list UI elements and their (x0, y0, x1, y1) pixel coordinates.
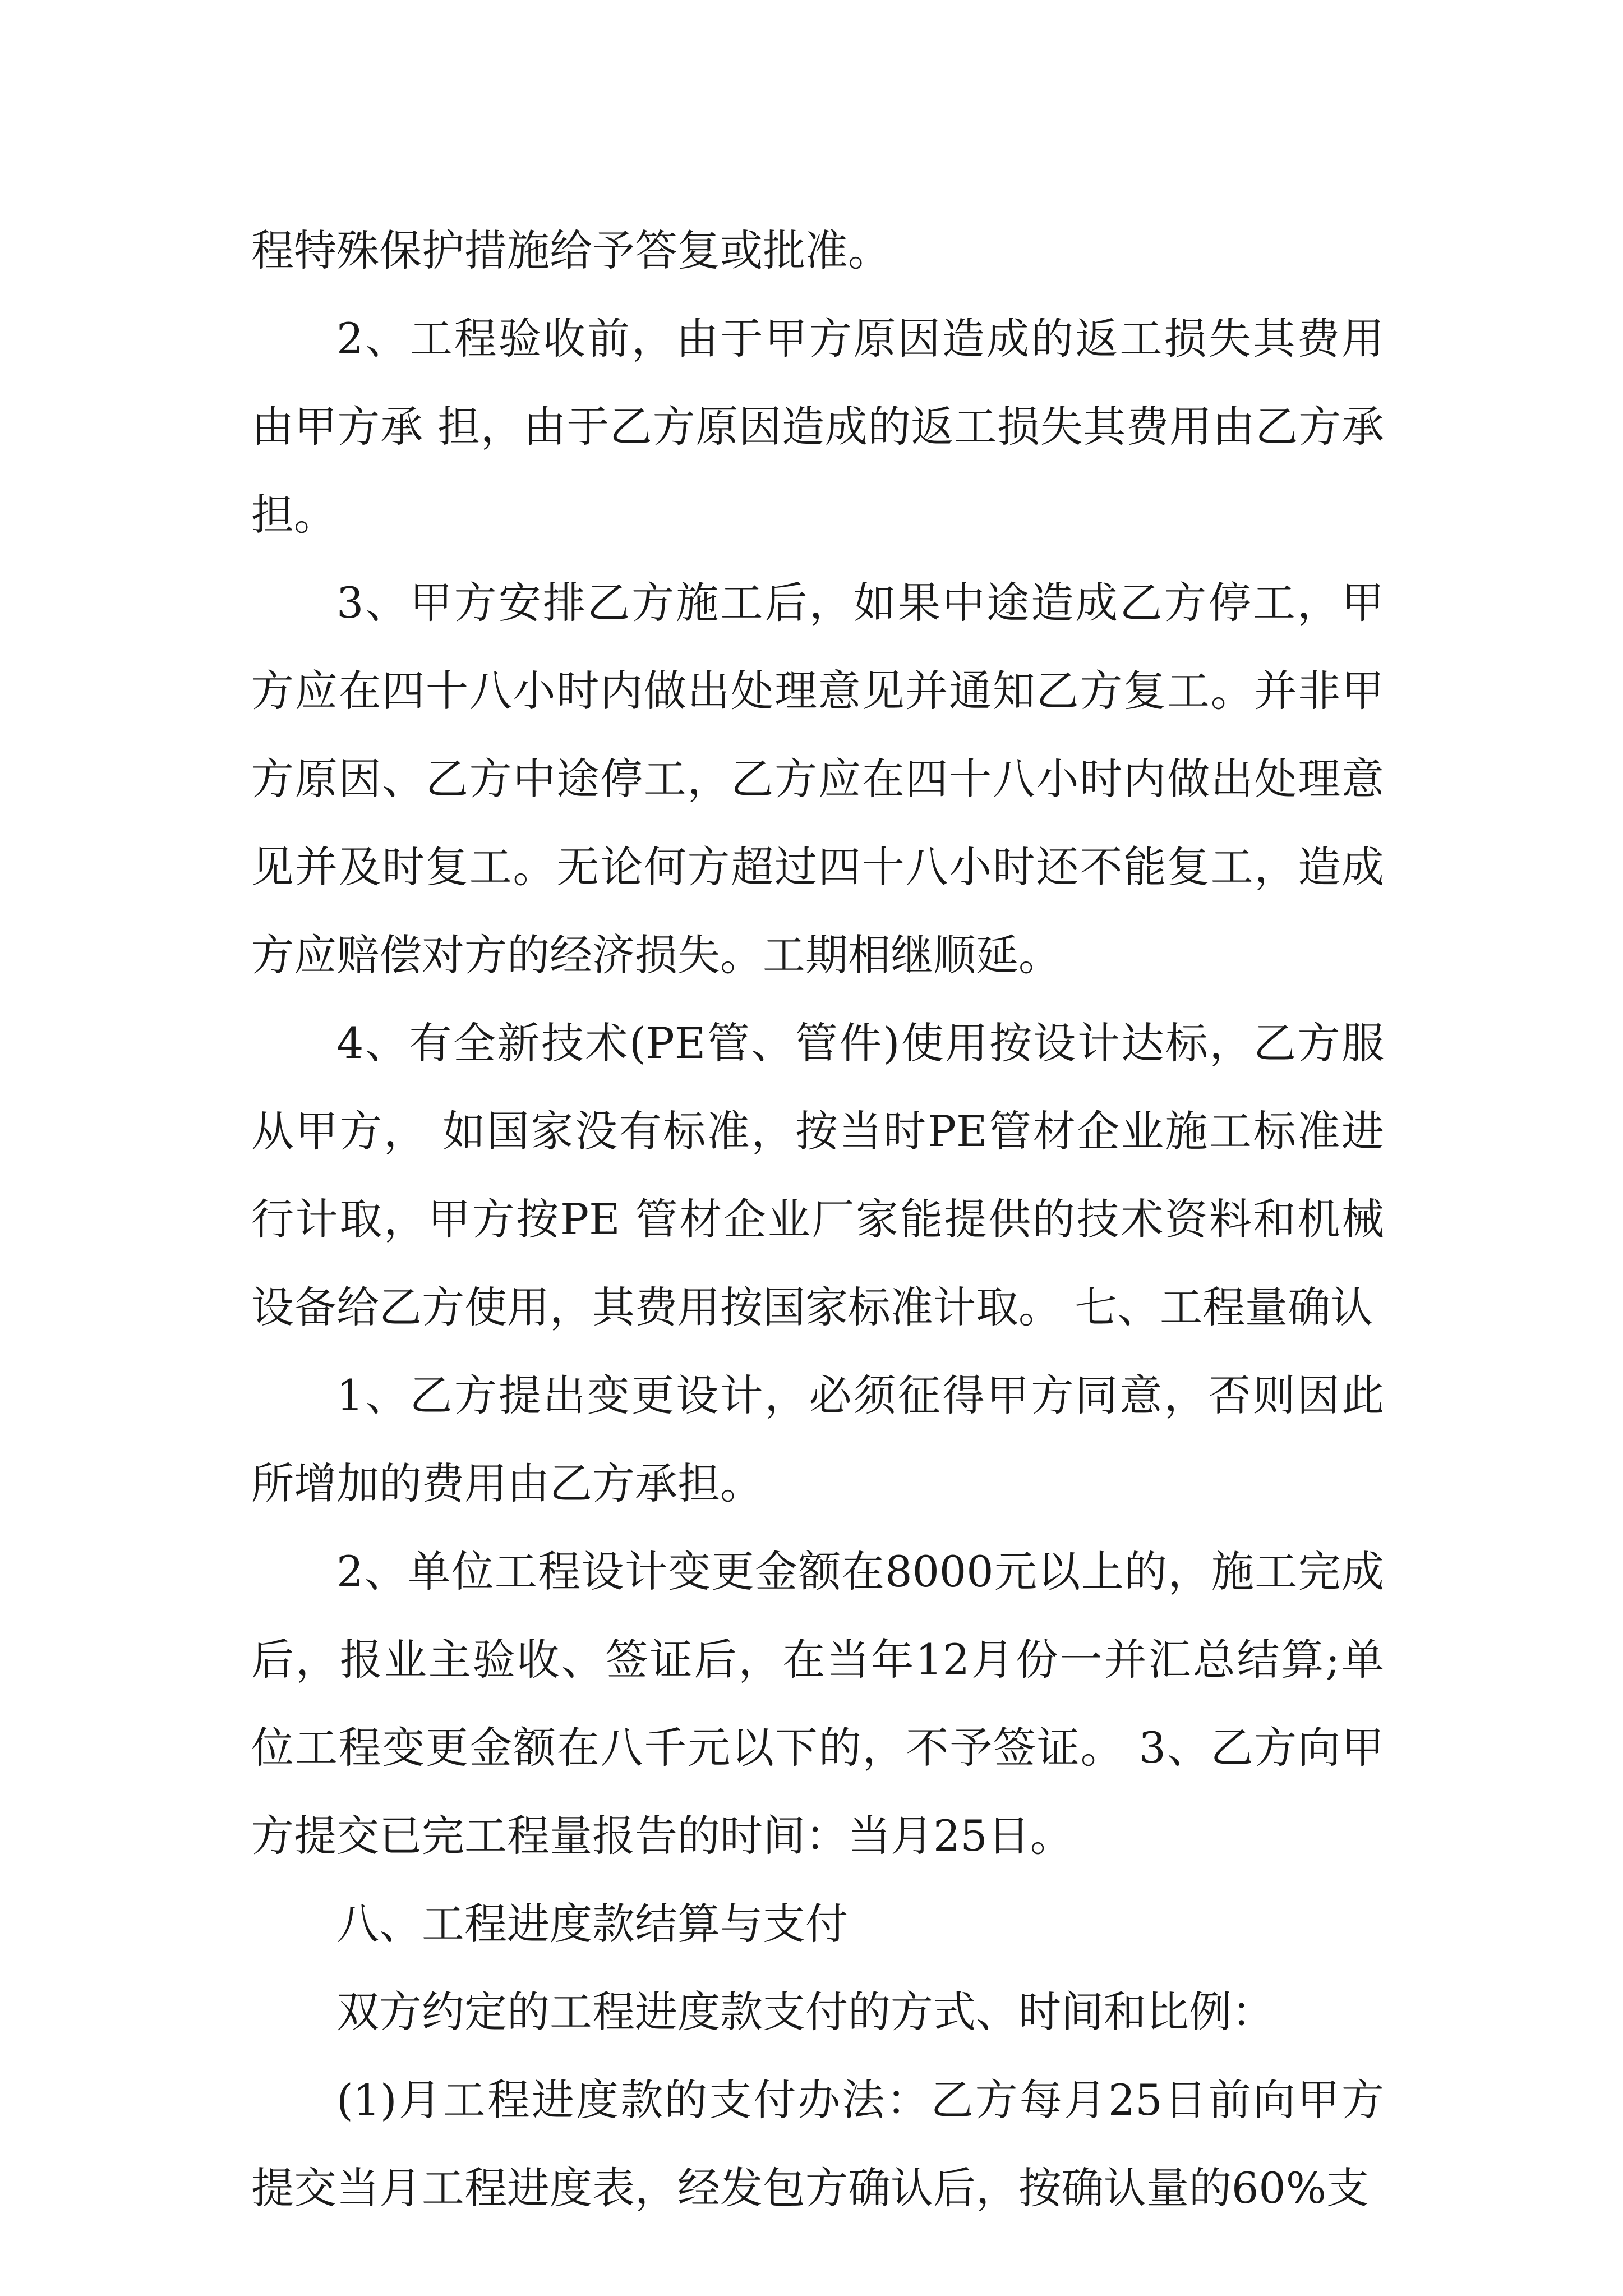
document-page (251, 206, 1384, 2232)
paragraph-3: 3、甲方安排乙方施工后，如果中途造成乙方停工，甲方应在四十八小时内做出处理意见并通知乙方复工。并非甲方原因、乙方中途停工，乙方应在四十八小时内做出处理意见并及时复工。无论何方超过四十八小时还不能复工，造成方应赔偿对方的经济损失。工期相继顺延。 (251, 578, 1384, 980)
section-heading-8: 八、工程进度款结算与支付 (336, 1899, 848, 1949)
paragraph-6: 2、单位工程设计变更金额在8000元以上的，施工完成后，报业主验收、签证后，在当年12月份一并汇总结算;单位工程变更金额在八千元以下的，不予签证。 3、乙方向甲方提交已完工程量报告的时间：当月25日。 (251, 1547, 1384, 1861)
paragraph-4: 4、有全新技术(PE管、管件)使用按设计达标，乙方服从甲方， 如国家没有标准，按当时PE管材企业施工标准进行计取，甲方按PE 管材企业厂家能提供的技术资料和机械设备给乙方使用，其费用按国家标准计取。 七、工程量确认 (251, 1018, 1384, 1332)
paragraph-2: 2、工程验收前，由于甲方原因造成的返工损失其费用由甲方承 担，由于乙方原因造成的返工损失其费用由乙方承担。 (251, 314, 1384, 540)
paragraph-8: (1)月工程进度款的支付办法：乙方每月25日前向甲方提交当月工程进度表，经发包方确认后，按确认量的60%支 (251, 2075, 1384, 2213)
paragraph-7: 双方约定的工程进度款支付的方式、时间和比例： (336, 1987, 1274, 2037)
paragraph-1: 程特殊保护措施给予答复或批准。 (251, 226, 891, 275)
paragraph-5: 1、乙方提出变更设计，必须征得甲方同意，否则因此所增加的费用由乙方承担。 (251, 1370, 1384, 1508)
